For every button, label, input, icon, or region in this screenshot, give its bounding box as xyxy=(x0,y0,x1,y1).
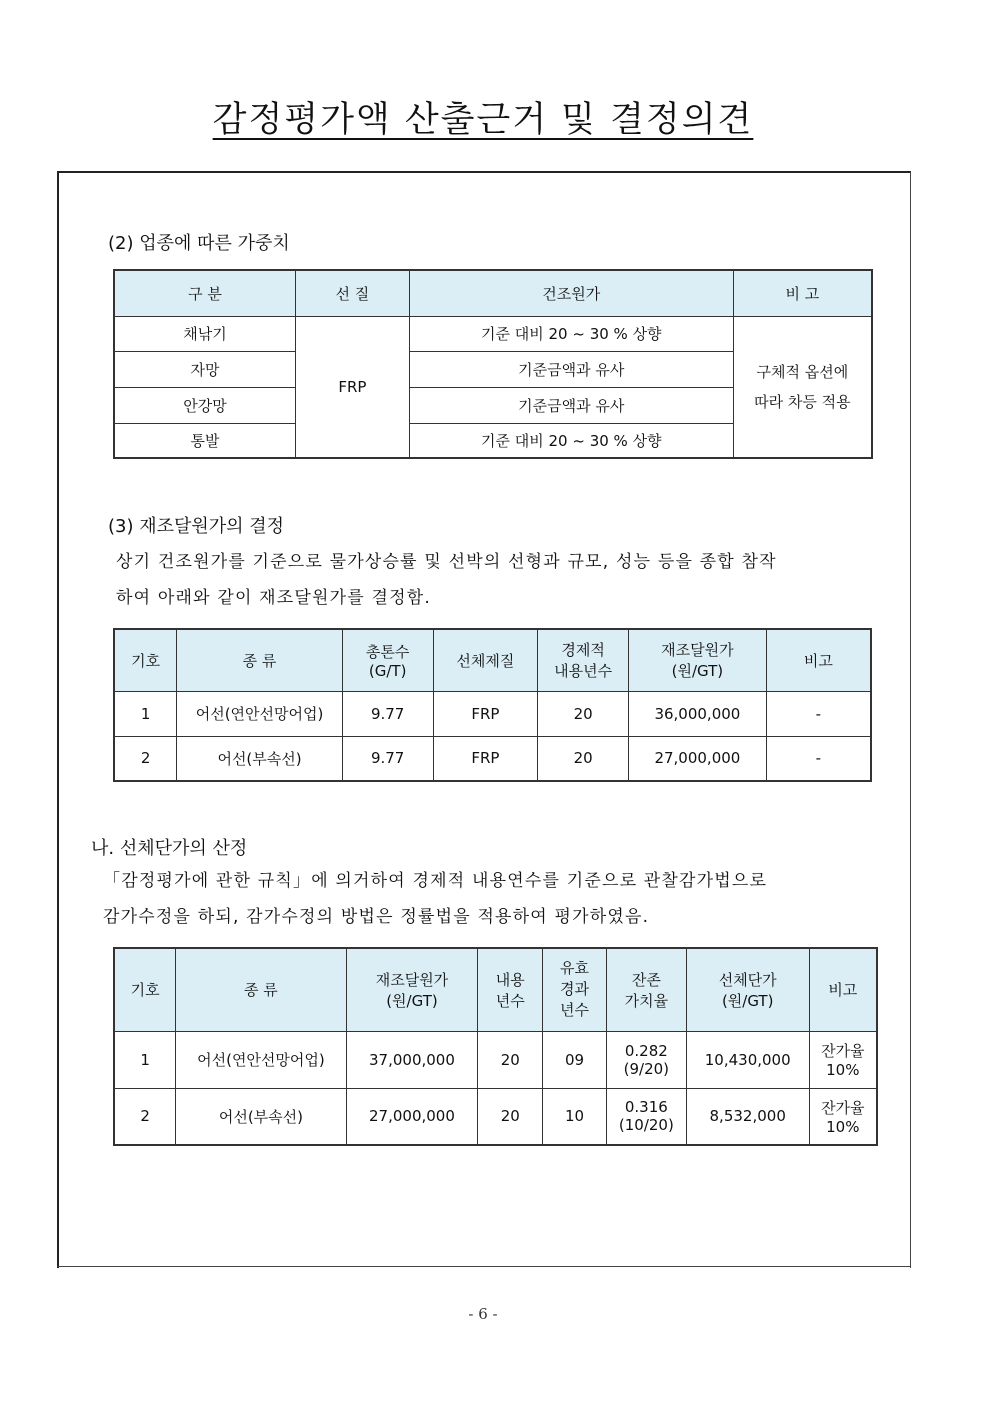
cell-material: FRP xyxy=(433,691,538,736)
header-line: 선체단가 xyxy=(718,970,777,989)
weight-table xyxy=(113,269,873,459)
cell-tonnage: 9.77 xyxy=(342,691,433,736)
cell-tonnage: 9.77 xyxy=(342,736,433,781)
cell-cost: 기준금액과 유사 xyxy=(409,351,733,387)
cell-unit-price: 10,430,000 xyxy=(686,1031,809,1088)
cell-residual xyxy=(606,1031,686,1088)
cell-no: 2 xyxy=(114,1088,176,1145)
header-line: 년수 xyxy=(560,1001,589,1020)
cell-residual xyxy=(606,1088,686,1145)
paragraph-hull-unit-price xyxy=(103,863,767,935)
cell-elapsed: 09 xyxy=(543,1031,607,1088)
header-kind: 종 류 xyxy=(177,629,342,691)
header-tonnage xyxy=(342,629,433,691)
cell-line: (9/20) xyxy=(623,1059,670,1078)
paragraph-line: 하여 아래와 같이 재조달원가를 결정함. xyxy=(116,588,431,608)
header-line: 총톤수 xyxy=(365,642,410,661)
header-no: 기호 xyxy=(114,948,176,1031)
header-hull-unit-price xyxy=(686,948,809,1031)
paragraph-replacement-cost xyxy=(116,544,777,616)
cell-elapsed: 10 xyxy=(543,1088,607,1145)
header-line: (원/GT) xyxy=(671,662,724,681)
header-hull-material: 선체제질 xyxy=(433,629,538,691)
note-line: 따라 차등 적용 xyxy=(754,392,851,411)
header-line: 경과 xyxy=(560,980,589,999)
cell-unit-price: 8,532,000 xyxy=(686,1088,809,1145)
cell-kind: 자망 xyxy=(114,351,296,387)
header-build-cost: 건조원가 xyxy=(409,270,733,316)
header-line: 경제적 xyxy=(561,641,605,660)
cell-no: 1 xyxy=(114,1031,176,1088)
table-row xyxy=(114,736,871,781)
cell-life: 20 xyxy=(478,1088,543,1145)
cell-cost: 기준 대비 20 ~ 30 % 상향 xyxy=(409,423,733,458)
section-heading-hull-unit-price: 나. 선체단가의 산정 xyxy=(91,838,248,859)
cell-material: FRP xyxy=(296,316,410,458)
cell-cost: 기준 대비 20 ~ 30 % 상향 xyxy=(409,316,733,351)
table-row xyxy=(114,1088,877,1145)
section-heading-weight: (2) 업종에 따른 가중치 xyxy=(108,233,290,254)
header-replacement-cost xyxy=(628,629,766,691)
header-line: (원/GT) xyxy=(721,991,774,1010)
cell-kind: 어선(연안선망어업) xyxy=(177,691,342,736)
cell-line: 잔가율 xyxy=(821,1042,865,1060)
header-material: 선 질 xyxy=(296,270,410,316)
header-line: 재조달원가 xyxy=(375,970,449,989)
header-note: 비고 xyxy=(809,948,877,1031)
header-economic-life xyxy=(538,629,629,691)
cell-cost: 기준금액과 유사 xyxy=(409,387,733,423)
table-header-row xyxy=(114,629,871,691)
cell-line: 잔가율 xyxy=(821,1098,865,1117)
cell-life: 20 xyxy=(478,1031,543,1088)
header-line: 내용년수 xyxy=(554,662,613,681)
header-replacement-cost xyxy=(346,948,478,1031)
table-row xyxy=(114,316,872,351)
hull-unit-price-table xyxy=(113,947,878,1146)
cell-note xyxy=(733,316,872,458)
header-note: 비고 xyxy=(766,629,871,691)
cell-line: 0.316 xyxy=(624,1098,668,1117)
header-no: 기호 xyxy=(114,629,177,691)
header-kind: 구 분 xyxy=(114,270,296,316)
header-line: (원/GT) xyxy=(386,991,438,1010)
cell-line: 10% xyxy=(826,1117,860,1136)
page-number: - 6 - xyxy=(468,1305,498,1323)
header-line: 유효 xyxy=(560,959,589,978)
page-title xyxy=(0,92,966,142)
cell-kind: 채낚기 xyxy=(114,316,296,351)
header-line: 년수 xyxy=(495,991,525,1010)
header-note: 비 고 xyxy=(733,270,872,316)
cell-cost: 37,000,000 xyxy=(346,1031,478,1088)
cell-no: 2 xyxy=(114,736,177,781)
cell-note xyxy=(809,1031,877,1088)
cell-material: FRP xyxy=(433,736,538,781)
table-row xyxy=(114,1031,877,1088)
header-line: 잔존 xyxy=(631,970,661,989)
header-line: 가치율 xyxy=(624,991,669,1010)
section-heading-replacement-cost: (3) 재조달원가의 결정 xyxy=(108,516,285,537)
cell-cost: 27,000,000 xyxy=(346,1088,478,1145)
cell-kind: 통발 xyxy=(114,423,296,458)
cell-note: - xyxy=(766,736,871,781)
cell-kind: 안강망 xyxy=(114,387,296,423)
header-useful-life xyxy=(478,948,543,1031)
paragraph-line: 「감정평가에 관한 규칙」에 의거하여 경제적 내용연수를 기준으로 관찰감가법으로 xyxy=(103,871,768,891)
cell-note xyxy=(809,1088,877,1145)
page-title-text: 감정평가액 산출근거 및 결정의견 xyxy=(212,100,754,140)
header-kind: 종 류 xyxy=(176,948,346,1031)
paragraph-line: 상기 건조원가를 기준으로 물가상승률 및 선박의 선형과 규모, 성능 등을 종합 참작 xyxy=(116,552,777,572)
header-line: 내용 xyxy=(495,970,525,989)
cell-life: 20 xyxy=(538,736,629,781)
header-elapsed-years xyxy=(543,948,607,1031)
cell-cost: 36,000,000 xyxy=(628,691,766,736)
cell-note: - xyxy=(766,691,871,736)
paragraph-line: 감가수정을 하되, 감가수정의 방법은 정률법을 적용하여 평가하였음. xyxy=(103,907,650,927)
content-frame-bottom xyxy=(57,1266,910,1267)
header-line: 재조달원가 xyxy=(661,641,734,660)
cell-no: 1 xyxy=(114,691,177,736)
cell-line: 10% xyxy=(826,1061,860,1079)
cell-kind: 어선(연안선망어업) xyxy=(176,1031,346,1088)
note-line: 구체적 옵션에 xyxy=(756,362,849,381)
cell-line: 0.282 xyxy=(624,1041,668,1060)
table-header-row xyxy=(114,270,872,316)
cell-kind: 어선(부속선) xyxy=(177,736,342,781)
cell-line: (10/20) xyxy=(618,1116,674,1135)
replacement-cost-table xyxy=(113,628,872,782)
header-line: (G/T) xyxy=(368,661,407,680)
cell-kind: 어선(부속선) xyxy=(176,1088,346,1145)
table-header-row xyxy=(114,948,877,1031)
cell-life: 20 xyxy=(538,691,629,736)
cell-cost: 27,000,000 xyxy=(628,736,766,781)
table-row xyxy=(114,691,871,736)
header-residual-rate xyxy=(606,948,686,1031)
